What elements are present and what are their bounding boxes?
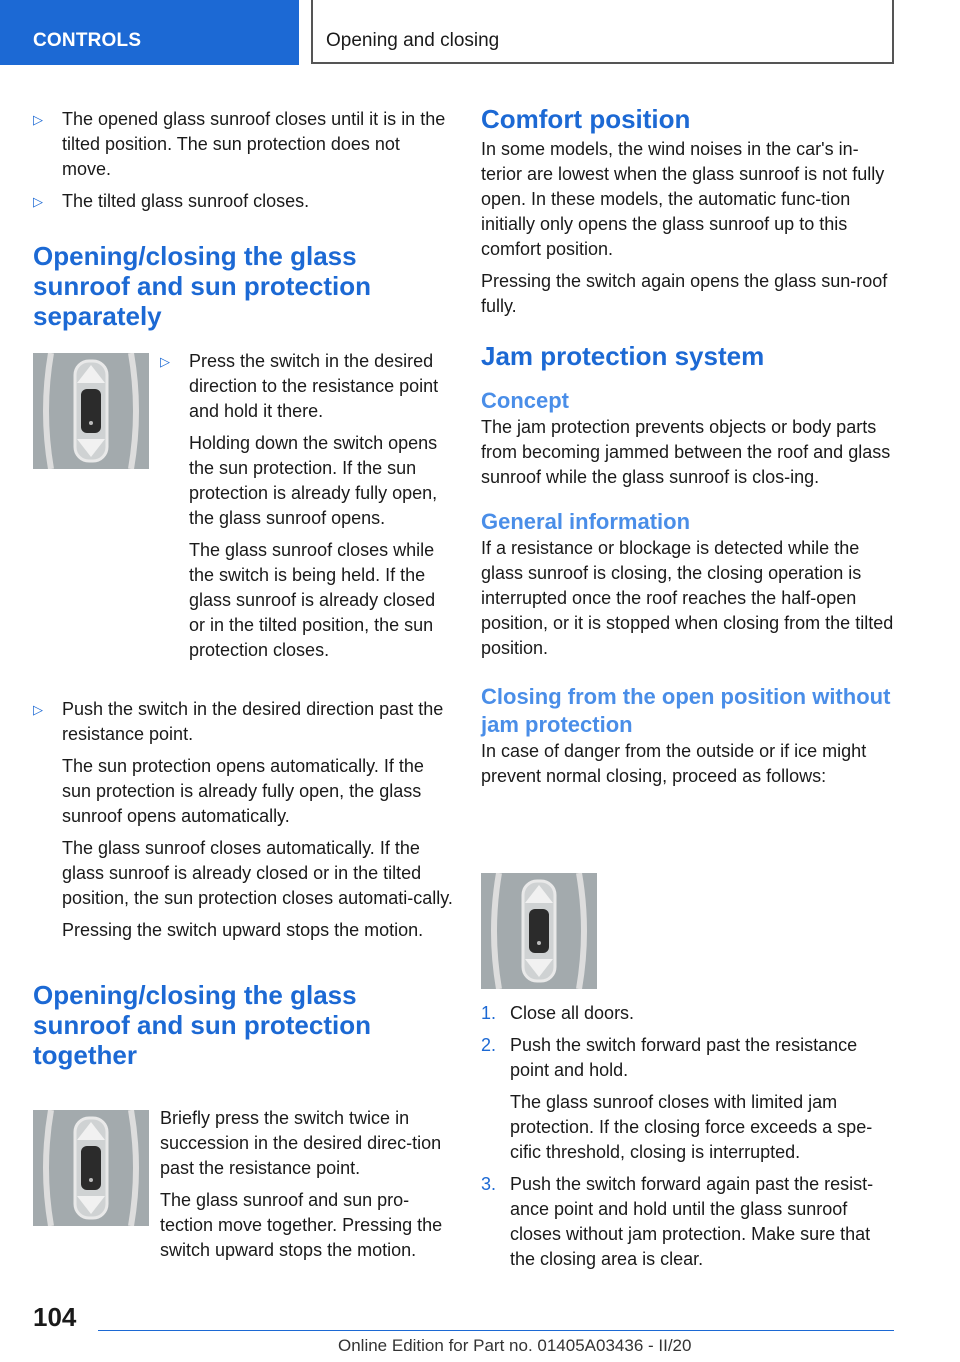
paragraph: In case of danger from the outside or if ice might prevent normal closing, proceed as follows: [481, 741, 867, 786]
paragraph: The glass sunroof closes while the switch is being held. If the glass sunroof is already closed or in the tilted position, the sun protection closes. [189, 540, 436, 660]
chapter-box [311, 0, 894, 64]
bullet-triangle-icon: ▷ [33, 112, 43, 127]
footer-divider [98, 1330, 894, 1331]
paragraph: Pressing the switch upward stops the motion. [62, 920, 424, 940]
right-column [481, 104, 895, 789]
subsection-heading: Concept [481, 388, 569, 413]
left-column [33, 107, 453, 331]
section-heading: Opening/closing the glass sunroof and sun protection separately [33, 241, 371, 331]
paragraph: The glass sunroof closes automatically. If the glass sunroof is already closed or in the tilted position, the sun protection closes automati-cally. [62, 838, 453, 908]
steps-list [481, 1001, 895, 1272]
paragraph: The sun protection opens automatically. If the sun protection is already fully open, the glass sunroof opens automatically. [62, 756, 424, 826]
separate-text [160, 349, 452, 663]
paragraph: Holding down the switch opens the sun protection. If the sun protection is already fully open, the glass sunroof opens. [189, 433, 438, 528]
together-text [160, 1106, 452, 1181]
switch-image [481, 873, 597, 989]
bullet-triangle-icon: ▷ [33, 194, 43, 209]
chapter-title: Opening and closing [326, 30, 500, 51]
list-item: ▷ The tilted glass sunroof closes. [33, 189, 453, 214]
list-item: 1. Close all doors. [481, 1003, 635, 1023]
section-heading: Comfort position [481, 104, 691, 134]
subsection-heading: General information [481, 509, 691, 534]
list-item: ▷ Push the switch in the desired direction past the resistance point. [33, 699, 444, 744]
bullet-triangle-icon: ▷ [160, 354, 170, 369]
switch-image [33, 1110, 149, 1226]
together-text-2 [160, 1188, 452, 1263]
section-title: CONTROLS [33, 30, 142, 51]
separate-text-2 [33, 697, 453, 1070]
header-divider [311, 0, 313, 64]
list-item: ▷ Press the switch in the desired direction to the resistance point and hold it there. [160, 351, 439, 421]
paragraph: The jam protection prevents objects or body parts from becoming jammed between the roof and glass sunroof while the glass sunroof is clos-ing. [481, 417, 891, 487]
paragraph: If a resistance or blockage is detected while the glass sunroof is closing, the closing operation is interrupted once the roof reaches the half-open position, or it is stopped when closing from the tilted position. [481, 538, 894, 658]
switch-image [33, 353, 149, 469]
paragraph: The glass sunroof and sun pro-tection move together. Pressing the switch upward stops the motion. [160, 1190, 443, 1260]
paragraph: Briefly press the switch twice in succession in the desired direc-tion past the resistance point. [160, 1108, 442, 1178]
subsection-heading: Closing from the open position without jam protection [481, 684, 891, 737]
list-item: 3. Push the switch forward again past the resist-ance point and hold until the glass sunroof closes without jam protection. Make sure that the closing area is clear. [481, 1174, 874, 1269]
section-heading: Jam protection system [481, 341, 765, 371]
list-item: 2. Push the switch forward past the resistance point and hold. The glass sunroof closes with limited jam protection. If the closing force exceeds a spe-cific threshold, closing is interrupted. [481, 1035, 873, 1162]
edition-text: Online Edition for Part no. 01405A03436 - II/20 [338, 1336, 692, 1355]
list-item: ▷ The opened glass sunroof closes until it is in the tilted position. The sun protection does not move. [33, 109, 446, 179]
page-number: 104 [33, 1302, 77, 1332]
paragraph: In some models, the wind noises in the car's in-terior are lowest when the glass sunroof is not fully open. In these models, the automatic func-tion initially only opens the glass sunroof up to this comfort position. [481, 139, 885, 259]
paragraph: Pressing the switch again opens the glass sun-roof fully. [481, 271, 888, 316]
bullet-triangle-icon: ▷ [33, 702, 43, 717]
section-tab [0, 0, 299, 65]
section-heading: Opening/closing the glass sunroof and sun protection together [33, 980, 371, 1070]
